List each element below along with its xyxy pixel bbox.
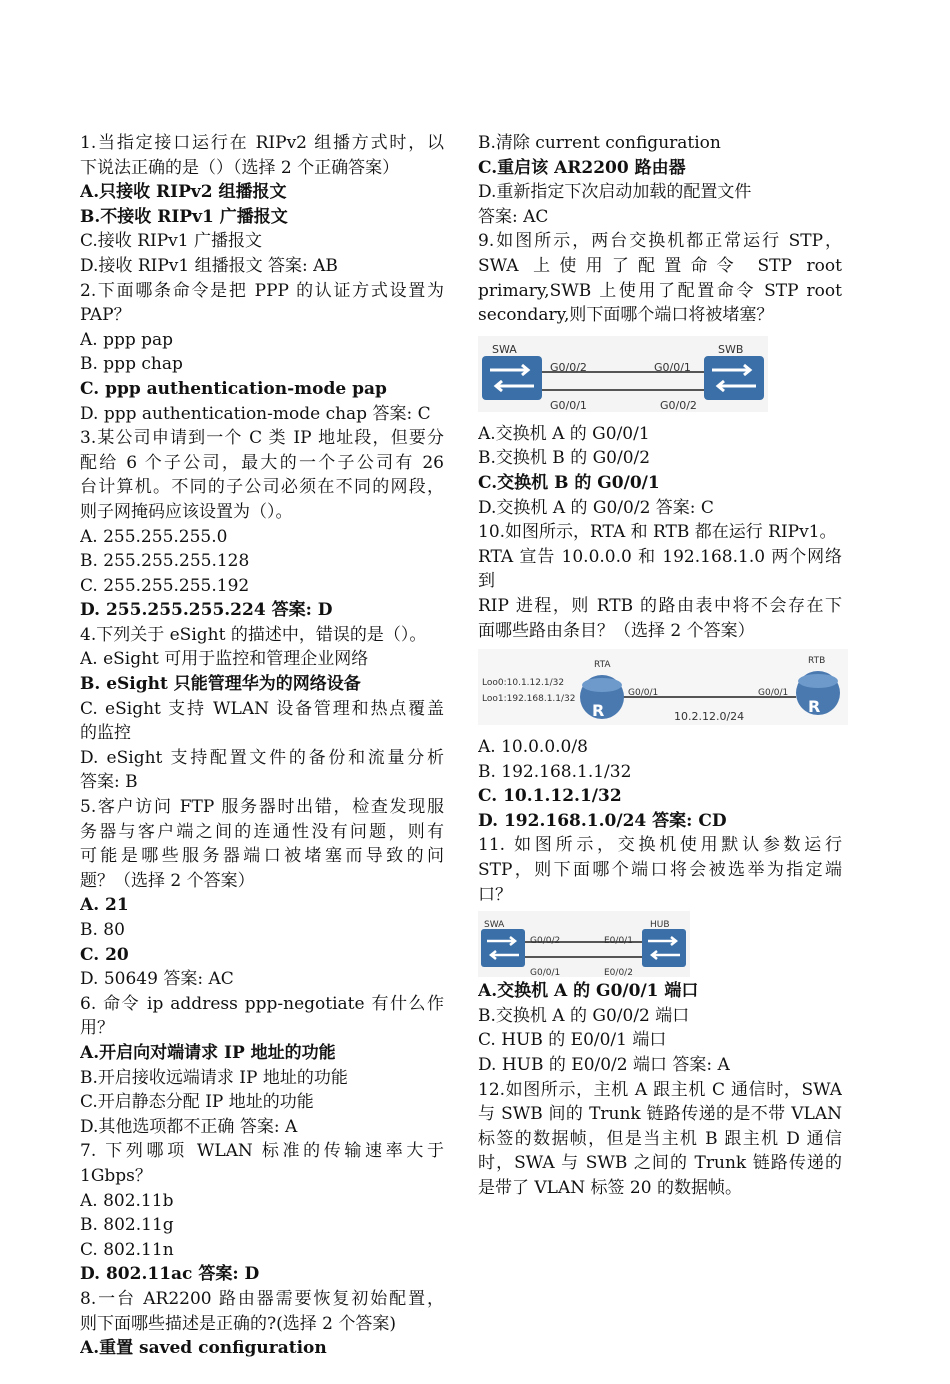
text-line: 可能是哪些服务器端口被堵塞而导致的问 (80, 846, 444, 867)
text-line: A.开启向对端请求 IP 地址的功能 (80, 1042, 336, 1063)
text-line: 用？ (80, 1018, 114, 1039)
text-line: 8.一台 AR2200 路由器需要恢复初始配置， (80, 1288, 444, 1309)
figure-q9-stp-topology (478, 336, 768, 412)
text-line: 面哪些路由条目？（选择 2 个答案） (478, 620, 755, 641)
text-line: B. 192.168.1.1/32 (478, 761, 632, 782)
fig3-port-tr: E0/0/1 (604, 936, 633, 947)
text-line: 5.客户访问 FTP 服务器时出错，检查发现服 (80, 797, 444, 818)
text-line: A.重置 saved configuration (80, 1338, 327, 1359)
right-text-block-q9-q10 (478, 422, 842, 643)
text-line: D. eSight 支持配置文件的备份和流量分析 (80, 747, 444, 768)
fig1-port-br: G0/0/2 (660, 398, 697, 412)
text-line: 2.下面哪条命令是把 PPP 的认证方式设置为 (80, 280, 444, 301)
text-line: 题？（选择 2 个答案） (80, 870, 255, 891)
text-line: 7. 下列哪项 WLAN 标准的传输速率大于 (80, 1141, 444, 1162)
fig1-swa-label: SWA (492, 342, 517, 356)
fig1-port-bl: G0/0/1 (550, 398, 587, 412)
text-line: B. 255.255.255.128 (80, 551, 250, 572)
text-line: A.交换机 A 的 G0/0/1 端口 (478, 981, 699, 1002)
text-line: 的监控 (80, 723, 131, 744)
text-line: 1.当指定接口运行在 RIPv2 组播方式时，以 (80, 133, 444, 153)
text-line: 答案: B (80, 772, 138, 793)
fig2-loopback1: Loo1:192.168.1.1/32 (482, 694, 576, 705)
text-line: A. ppp pap (80, 329, 174, 350)
fig2-rta-label: RTA (594, 660, 611, 671)
text-line: 10.如图所示，RTA 和 RTB 都在运行 RIPv1。 (478, 522, 837, 543)
figure-q10-rip-topology (478, 649, 848, 725)
fig3-port-tl: G0/0/2 (530, 936, 561, 947)
text-line: C. 802.11n (80, 1239, 174, 1260)
text-line: D. 255.255.255.224 答案: D (80, 600, 333, 621)
text-line: 口？ (478, 884, 512, 905)
text-line: 1Gbps？ (80, 1165, 152, 1186)
text-line: B. 80 (80, 920, 125, 940)
text-line: D. 192.168.1.0/24 答案: CD (478, 810, 727, 831)
switch-a-icon (482, 356, 542, 400)
fig1-port-tl: G0/0/2 (550, 360, 587, 374)
text-line: 下说法正确的是（）（选择 2 个正确答案） (80, 157, 400, 178)
switch-b-icon (704, 356, 764, 400)
text-line: D. ppp authentication-mode chap 答案: C (80, 403, 431, 424)
text-line: C. HUB 的 E0/0/1 端口 (478, 1030, 667, 1051)
fig1-port-tr: G0/0/1 (654, 360, 691, 374)
text-line: 则下面哪些描述是正确的?(选择 2 个答案) (80, 1313, 397, 1334)
rtb-letter: R (808, 697, 821, 717)
fig2-rtb-port: G0/0/1 (758, 688, 789, 699)
right-text-block-q10-q11 (478, 735, 842, 907)
text-line: D. 50649 答案: AC (80, 969, 234, 990)
text-line: A. 255.255.255.0 (80, 526, 228, 547)
text-line: A.只接收 RIPv2 组播报文 (80, 182, 287, 203)
text-line: B.开启接收远端请求 IP 地址的功能 (80, 1067, 348, 1088)
fig2-link-network: 10.2.12.0/24 (674, 710, 745, 724)
text-line: B.交换机 B 的 G0/0/2 (478, 448, 651, 469)
text-line: RTA 宣告 10.0.0.0 和 192.168.1.0 两个网络到 (478, 546, 842, 592)
text-line: 9.如图所示，两台交换机都正常运行 STP， (478, 231, 842, 252)
text-line: B. 802.11g (80, 1215, 174, 1236)
text-line: 6. 命令 ip address ppp-negotiate 有什么作 (80, 993, 444, 1014)
text-line: 务器与客户端之间的连通性没有问题，则有 (80, 821, 444, 842)
text-line: primary,SWB 上使用了配置命令 STP root (478, 280, 842, 301)
text-line: 3.某公司申请到一个 C 类 IP 地址段，但要分 (80, 428, 444, 449)
text-line: 则子网掩码应该设置为（）。 (80, 501, 293, 522)
text-line: 4.下列关于 eSight 的描述中，错误的是（）。 (80, 624, 427, 645)
text-line: B.清除 current configuration (478, 133, 721, 153)
text-line: C.开启静态分配 IP 地址的功能 (80, 1092, 314, 1113)
text-line: A.交换机 A 的 G0/0/1 (478, 423, 650, 444)
fig3-swa-label: SWA (484, 920, 505, 931)
text-line: 台计算机。不同的子公司必须在不同的网段， (80, 477, 444, 498)
text-line: A. 21 (80, 895, 129, 916)
left-text-block (80, 131, 444, 1361)
text-line: 标签的数据帧，但是当主机 B 跟主机 D 通信 (478, 1128, 842, 1149)
left-column (80, 131, 444, 1361)
text-line: A. eSight 可用于监控和管理企业网络 (80, 649, 369, 670)
text-line: B.交换机 A 的 G0/0/2 端口 (478, 1005, 690, 1026)
right-text-block-q8-q9 (478, 131, 842, 328)
fig2-rta-port: G0/0/1 (628, 688, 659, 699)
text-line: D.其他选项都不正确 答案: A (80, 1116, 298, 1137)
text-line: 12.如图所示，主机 A 跟主机 C 通信时，SWA (478, 1079, 842, 1100)
text-line: 时，SWA 与 SWB 之间的 Trunk 链路传递的 (478, 1153, 842, 1174)
text-line: C.接收 RIPv1 广播报文 (80, 231, 262, 252)
text-line: D.重新指定下次启动加载的配置文件 (478, 182, 752, 203)
text-line: A. 802.11b (80, 1190, 174, 1211)
figure-q11-stp-hub (478, 911, 690, 977)
text-line: C. 10.1.12.1/32 (478, 786, 622, 807)
text-line: PAP？ (80, 305, 131, 326)
text-line: A. 10.0.0.0/8 (478, 737, 588, 758)
right-text-block-q11-q12 (478, 979, 842, 1200)
text-line: STP，则下面哪个端口将会被选举为指定端 (478, 860, 842, 881)
text-line: C.交换机 B 的 G0/0/1 (478, 472, 660, 493)
rta-letter: R (592, 701, 605, 721)
text-line: D. 802.11ac 答案: D (80, 1264, 260, 1285)
text-line: secondary,则下面哪个端口将被堵塞？ (478, 305, 774, 326)
text-line: 是带了 VLAN 标签 20 的数据帧。 (478, 1178, 742, 1198)
fig3-port-bl: G0/0/1 (530, 968, 561, 979)
fig2-loopback0: Loo0:10.1.12.1/32 (482, 678, 565, 689)
right-column (478, 131, 842, 1201)
fig2-rtb-label: RTB (808, 656, 826, 667)
text-line: SWA 上使用了配置命令 STP root (478, 255, 842, 276)
text-line: C. ppp authentication-mode pap (80, 378, 387, 399)
fig3-hub-label: HUB (650, 920, 670, 931)
text-line: B.不接收 RIPv1 广播报文 (80, 206, 288, 227)
text-line: C. 20 (80, 944, 129, 965)
text-line: C.重启该 AR2200 路由器 (478, 157, 686, 178)
text-line: 答案: AC (478, 206, 549, 227)
fig3-port-br: E0/0/2 (604, 968, 633, 979)
fig1-swb-label: SWB (718, 342, 744, 356)
text-line: 与 SWB 间的 Trunk 链路传递的是不带 VLAN (478, 1104, 842, 1125)
text-line: 11. 如图所示，交换机使用默认参数运行 (478, 835, 842, 856)
text-line: B. eSight 只能管理华为的网络设备 (80, 674, 361, 695)
text-line: B. ppp chap (80, 354, 183, 375)
text-line: 配给 6 个子公司，最大的一个子公司有 26 (80, 452, 444, 473)
text-line: D. HUB 的 E0/0/2 端口 答案: A (478, 1055, 730, 1076)
text-line: D.交换机 A 的 G0/0/2 答案: C (478, 497, 714, 518)
text-line: D.接收 RIPv1 组播报文 答案: AB (80, 255, 338, 276)
text-line: C. eSight 支持 WLAN 设备管理和热点覆盖 (80, 698, 444, 719)
text-line: RIP 进程，则 RTB 的路由表中将不会存在下 (478, 595, 842, 616)
text-line: C. 255.255.255.192 (80, 575, 250, 596)
